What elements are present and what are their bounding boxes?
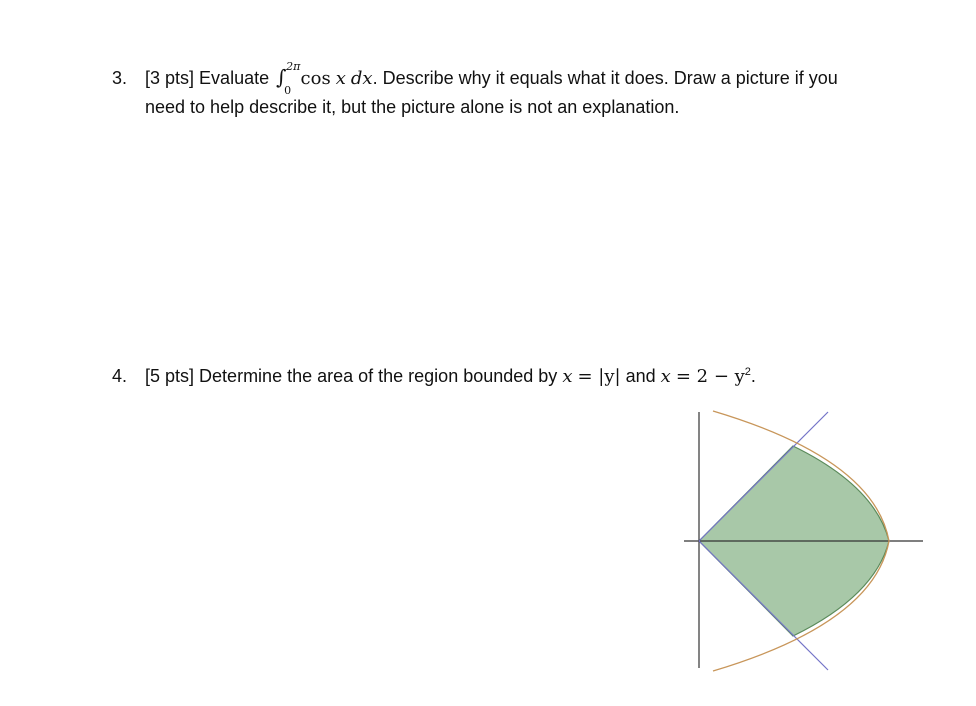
problem-3-line-2: need to help describe it, but the picture alone is not an explanation. xyxy=(145,97,680,117)
problem-3-lead: Evaluate xyxy=(199,68,270,88)
integrand-variable: x xyxy=(335,68,346,89)
problem-3-number: 3. xyxy=(112,68,128,88)
equation-1-lhs: x xyxy=(562,366,573,387)
problem-4-connector: and xyxy=(625,366,656,386)
problem-3-points: [3 pts] xyxy=(145,68,195,88)
integral-upper-limit: 2π xyxy=(286,60,301,73)
equation-2-rhs: = 2 − y xyxy=(675,366,745,387)
problem-4-points: [5 pts] xyxy=(145,366,195,386)
problem-4-end: . xyxy=(750,366,756,386)
problem-4-lead: Determine the area of the region bounded by xyxy=(199,366,558,386)
equation-2-lhs: x xyxy=(660,366,671,387)
integrand-function: cos xyxy=(300,68,331,89)
integrand-differential: dx xyxy=(350,68,373,89)
equation-1-rhs: = |y| xyxy=(577,366,621,387)
problem-3-tail: . Describe why it equals what it does. Draw a picture if you xyxy=(372,68,838,88)
integral-symbol: ∫ xyxy=(276,65,287,89)
integral-lower-limit: 0 xyxy=(284,84,292,97)
problem-4-number: 4. xyxy=(112,366,128,386)
equation-2-exponent: 2 xyxy=(744,366,751,378)
